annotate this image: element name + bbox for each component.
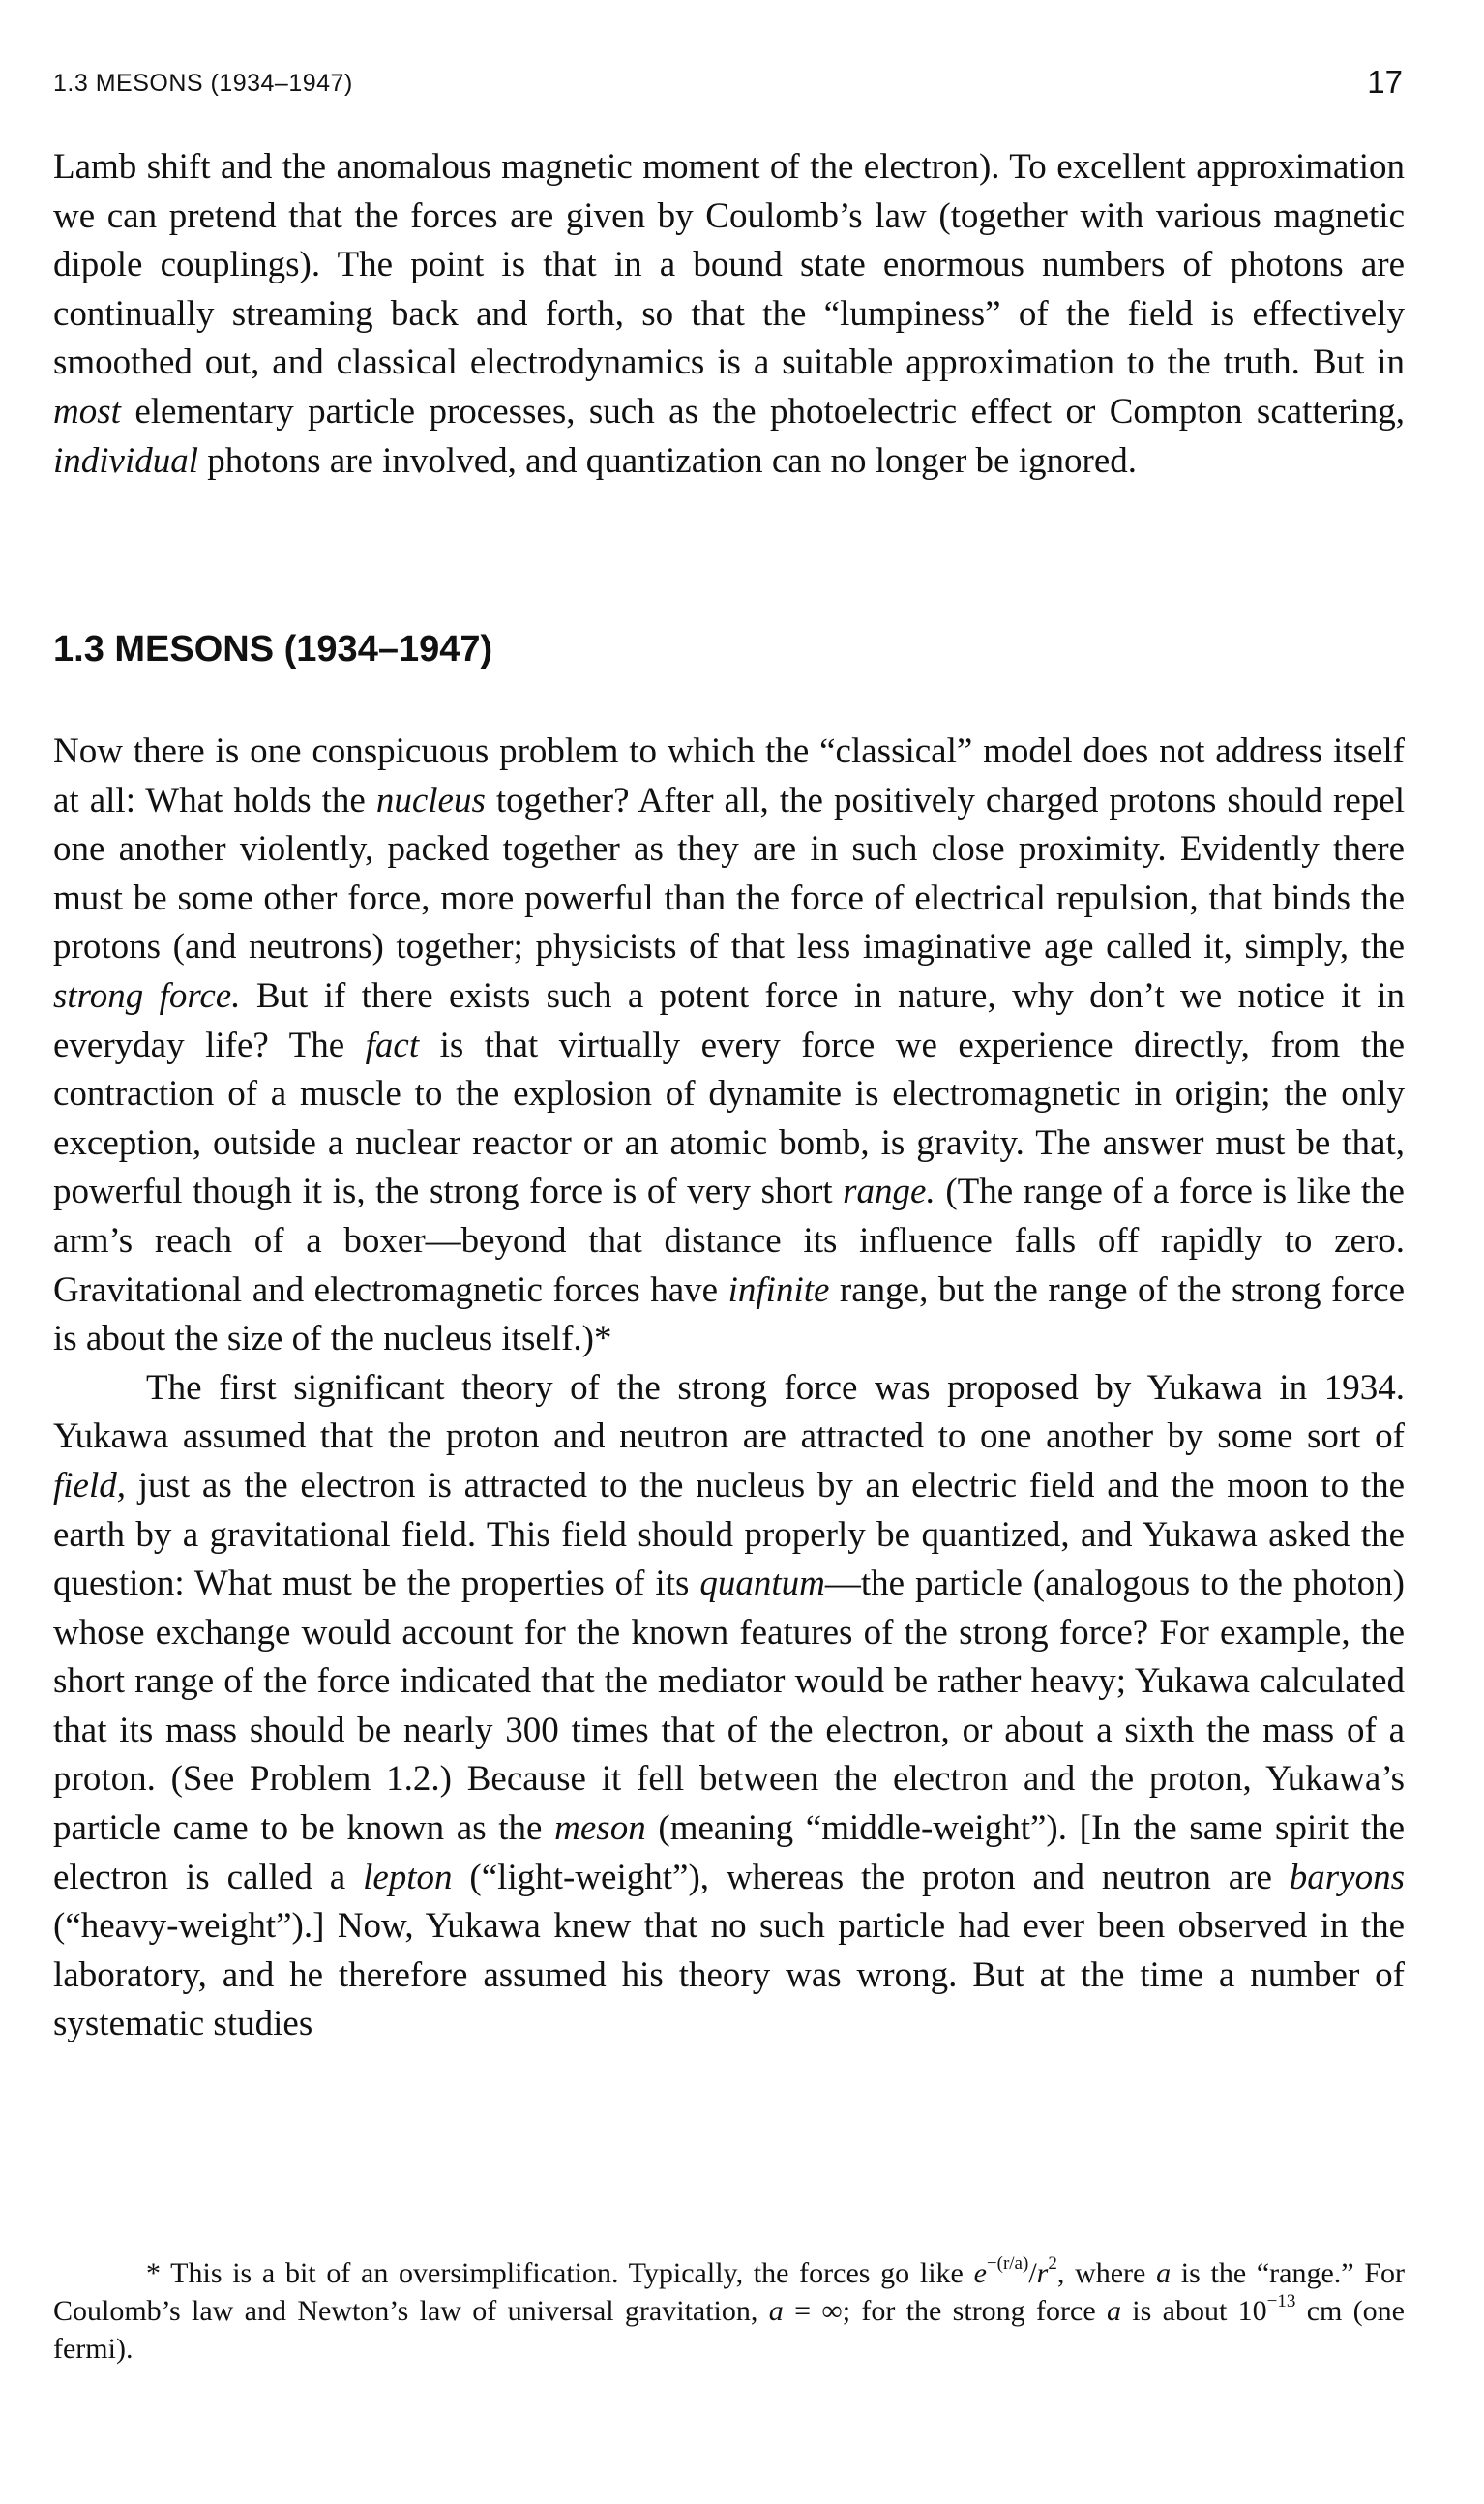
emphasis: baryons: [1289, 1857, 1405, 1897]
emphasis: range.: [843, 1172, 935, 1212]
section-body: [53, 728, 1405, 2049]
emphasis: lepton: [363, 1857, 453, 1897]
page-number: 17: [1367, 64, 1403, 100]
footnote: * This is a bit of an oversimplification. Typically, the forces go like $e^{-(r/a)}/r^2$, where a is the “range.” For Coulomb’s law and Newton’s law of universal gravitation, a = ∞; for the strong force a is about $10^{-13}$ cm (one fermi).: [53, 2253, 1406, 2365]
intro-paragraph: Lamb shift and the anomalous magnetic moment of the electron). To excellent approximation we can pretend that the forces are given by Coulomb’s law (together with various magnetic dipole couplings). The point is that in a bound state enormous numbers of photons are continually streaming back and forth, so that the “lumpiness” of the field is effectively smoothed out, and classical electrodynamics is a suitable approximation to the truth. But in most elementary particle processes, such as the photoelectric effect or Compton scattering, individual photons are involved, and quantization can no longer be ignored.: [53, 147, 1405, 481]
emphasis: most: [53, 391, 121, 432]
emphasis: field,: [53, 1465, 127, 1505]
paragraph-strong-force: Now there is one conspicuous problem to which the “classical” model does not address itself at all: What holds the nucleus together? After all, the positively charged protons should repel one another violently, packed together as they are in such close proximity. Evidently there must be some other force, more powerful than the force of electrical repulsion, that binds the protons (and neutrons) together; physicists of that less imaginative age called it, simply, the strong force. But if there exists such a potent force in nature, why don’t we notice it in everyday life? The fact is that virtually every force we experience directly, from the contraction of a muscle to the explosion of dynamite is electromagnetic in origin; the only exception, outside a nuclear reactor or an atomic bomb, is gravity. The answer must be that, powerful though it is, the strong force is of very short range. (The range of a force is like the arm’s reach of a boxer—beyond that distance its influence falls off rapidly to zero. Gravitational and electromagnetic forces have infinite range, but the range of the strong force is about the size of the nucleus itself.)*: [53, 731, 1406, 1359]
emphasis: strong force.: [53, 975, 241, 1016]
section-heading: 1.3 MESONS (1934–1947): [53, 629, 493, 670]
paragraph-yukawa: The first significant theory of the strong force was proposed by Yukawa in 1934. Yukawa assumed that the proton and neutron are attracted to one another by some sort of field, just as the electron is attracted to the nucleus by an electric field and the moon to the earth by a gravitational field. This field should properly be quantized, and Yukawa asked the question: What must be the properties of its quantum—the particle (analogous to the photon) whose exchange would account for the known features of the strong force? For example, the short range of the force indicated that the mediator would be rather heavy; Yukawa calculated that its mass should be nearly 300 times that of the electron, or about a sixth the mass of a proton. (See Problem 1.2.) Because it fell between the electron and the proton, Yukawa’s particle came to be known as the meson (meaning “middle-weight”). [In the same spirit the electron is called a lepton (“light-weight”), whereas the proton and neutron are baryons (“heavy-weight”).] Now, Yukawa knew that no such particle had ever been observed in the laboratory, and he therefore assumed his theory was wrong. But at the time a number of systematic studies: [53, 1367, 1405, 2044]
emphasis: individual: [53, 440, 199, 481]
emphasis: meson: [554, 1808, 646, 1849]
emphasis: quantum: [699, 1564, 825, 1604]
emphasis: nucleus: [375, 780, 486, 820]
running-head: [53, 64, 1403, 103]
emphasis: fact: [365, 1025, 420, 1065]
emphasis: infinite: [727, 1269, 830, 1310]
running-title: 1.3 MESONS (1934–1947): [53, 70, 353, 97]
